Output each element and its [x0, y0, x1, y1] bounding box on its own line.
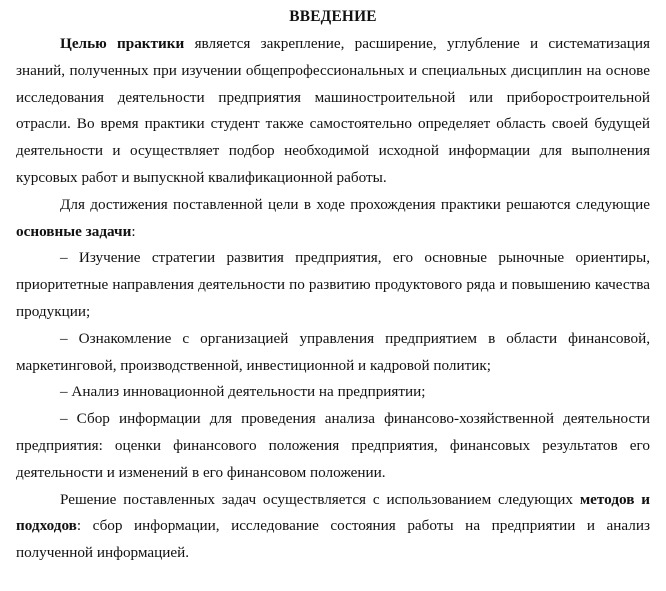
tasks-intro-colon: : — [131, 222, 136, 240]
closing-bold: методов и подходов — [16, 490, 651, 535]
page-title: ВВЕДЕНИЕ — [289, 8, 377, 25]
tasks-intro-bold: основные задачи — [16, 222, 132, 240]
tasks-intro-paragraph — [16, 192, 650, 246]
task-item: – Изучение стратегии развития предприятия, его основные рыночные ориентиры, приоритетные направления деятельности по развитию продуктового ряда и повышению качества продукции; — [16, 249, 650, 320]
task-item: – Ознакомление с организацией управления предприятием в области финансовой, маркетинговой, производственной, инвестиционной и кадровой политик; — [16, 329, 650, 374]
goal-text: является закрепление, расширение, углубление и систематизация знаний, полученных при изучении общепрофессиональных и специальных дисциплин на основе исследования деятельности предприятия машиностроительной или приборостроительной отрасли. Во время практики студент также самостоятельно определяет область своей будущей деятельности и осуществляет подбор необходимой исходной информации для выполнения курсовых работ и выпускной квалификационной работы. — [16, 35, 650, 186]
document-page — [16, 0, 650, 567]
task-item: – Сбор информации для проведения анализа финансово-хозяйственной деятельности предприятия: оценки финансового положения предприятия, финансовых результатов его деятельности и изменений в его финансовом положении. — [16, 410, 650, 481]
tasks-intro-text: Для достижения поставленной цели в ходе прохождения практики решаются следующие — [60, 195, 650, 213]
closing-text-after: : сбор информации, исследование состояния работы на предприятии и анализ полученной информацией. — [16, 517, 650, 562]
goal-bold-lead: Целью практики — [60, 35, 185, 52]
closing-paragraph — [16, 487, 650, 567]
closing-text: Решение поставленных задач осуществляется с использованием следующих — [60, 490, 580, 508]
task-item: – Анализ инновационной деятельности на предприятии; — [60, 383, 426, 401]
goal-paragraph — [16, 31, 650, 192]
